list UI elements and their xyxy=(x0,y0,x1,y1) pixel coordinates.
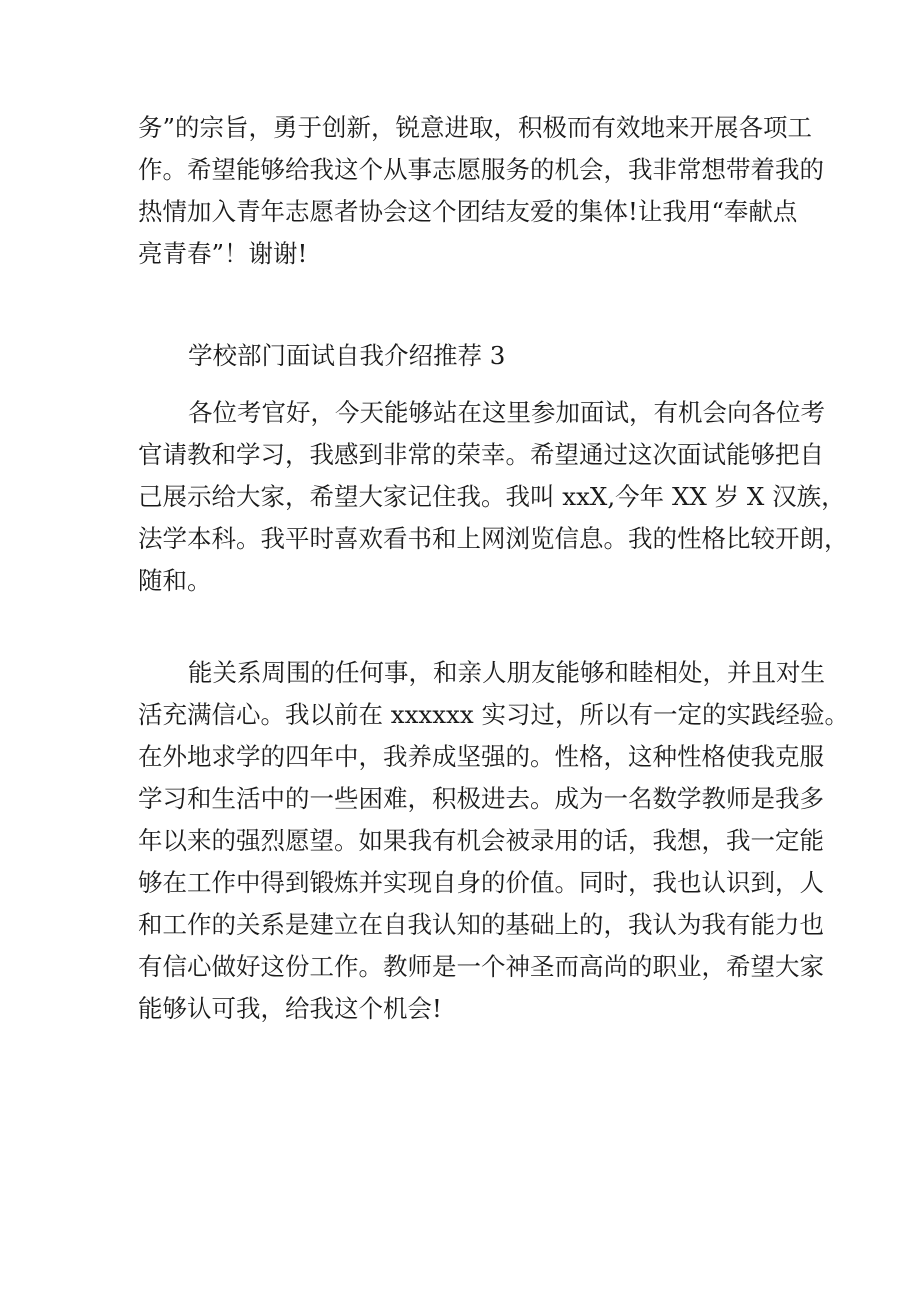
paragraph-line: 能关系周围的任何事，和亲人朋友能够和睦相处，并且对生 xyxy=(188,658,825,687)
paragraph-line: 能够认可我，给我这个机会! xyxy=(138,994,442,1023)
paragraph-line: 有信心做好这份工作。教师是一个神圣而高尚的职业，希望大家 xyxy=(138,952,824,981)
paragraph-line: 在外地求学的四年中，我养成坚强的。性格，这种性格使我克服 xyxy=(138,742,824,771)
paragraph-line: 各位考官好，今天能够站在这里参加面试，有机会向各位考 xyxy=(188,398,825,427)
paragraph-line: 官请教和学习，我感到非常的荣幸。希望通过这次面试能够把自 xyxy=(138,440,824,469)
section-heading-block xyxy=(138,335,792,377)
paragraph-line: 热情加入青年志愿者协会这个团结友爱的集体!让我用“奉献点 xyxy=(138,197,798,226)
section-heading: 学校部门面试自我介绍推荐 3 xyxy=(188,341,506,370)
paragraph-line: 学习和生活中的一些困难，积极进去。成为一名数学教师是我多 xyxy=(138,784,824,813)
paragraph-personality-experience xyxy=(138,652,849,1030)
paragraph-line: 亮青春”！谢谢! xyxy=(138,239,308,268)
paragraph-line: 和工作的关系是建立在自我认知的基础上的，我认为我有能力也 xyxy=(138,910,824,939)
paragraph-line: 够在工作中得到锻炼并实现自身的价值。同时，我也认识到，人 xyxy=(138,868,824,897)
paragraph-line: 法学本科。我平时喜欢看书和上网浏览信息。我的性格比较开朗， xyxy=(138,524,849,553)
paragraph-line: 活充满信心。我以前在 xxxxxx 实习过，所以有一定的实践经验。 xyxy=(138,700,849,729)
paragraph-line: 作。希望能够给我这个从事志愿服务的机会，我非常想带着我的 xyxy=(138,155,824,184)
paragraph-line: 己展示给大家，希望大家记住我。我叫 xxX,今年 XX 岁 X 汉族， xyxy=(138,482,846,511)
paragraph-introduction xyxy=(138,392,849,602)
paragraph-closing-volunteer xyxy=(138,107,824,275)
paragraph-line: 随和。 xyxy=(138,566,212,595)
paragraph-line: 务”的宗旨，勇于创新，锐意进取，积极而有效地来开展各项工 xyxy=(138,113,813,142)
paragraph-line: 年以来的强烈愿望。如果我有机会被录用的话，我想，我一定能 xyxy=(138,826,824,855)
